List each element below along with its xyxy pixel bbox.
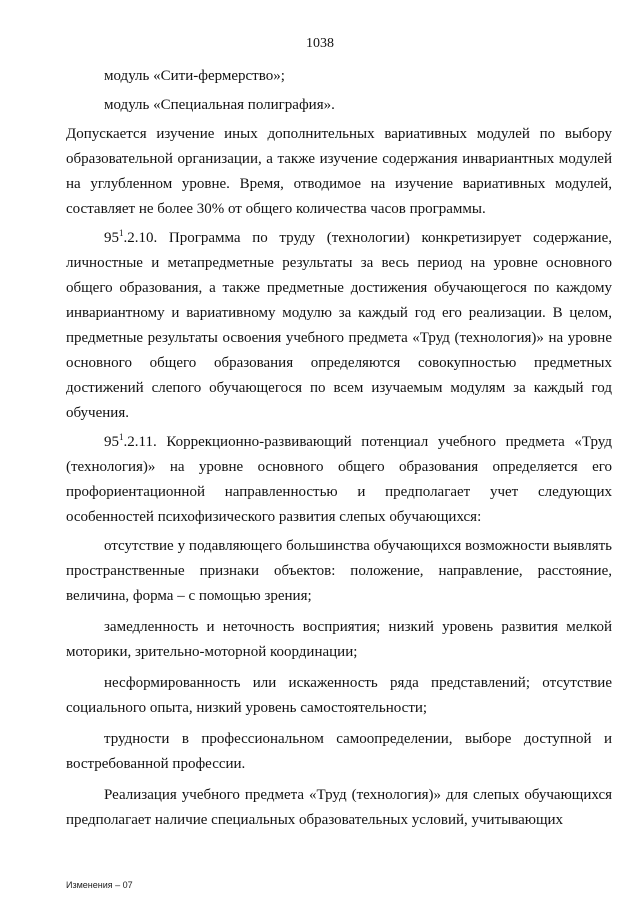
section-number: 95 [104,434,119,450]
feature-item: трудности в профессиональном самоопределении, выборе доступной и востребованной профессии. [66,731,612,772]
section-text: .2.10. Программа по труду (технологии) конкретизирует содержание, личностные и метапредметные результаты за весь период на уровне основного общего образования, а также предметные достижения обучающегося по каждому инвариантному и вариативному модулю за каждый год его реализации. В целом, предметные результаты освоения учебного предмета «Труд (технология)» на уровне основного общего образования определяются совокупностью предметных достижений слепого обучающегося по всем изучаемым модулям за каждый год обучения. [66,230,612,421]
section-95-1-2-10 [66,226,612,426]
feature-item: отсутствие у подавляющего большинства обучающихся возможности выявлять пространственные признаки объектов: положение, направление, расстояние, величина, форма – с помощью зрения; [66,538,612,604]
module-item-special-printing: модуль «Специальная полиграфия». [104,97,335,113]
paragraph-variative-modules: Допускается изучение иных дополнительных вариативных модулей по выбору образовательной организации, а также изучение содержания инвариантных модулей на углубленном уровне. Время, отводимое на изучение вариативных модулей, составляет не более 30% от общего количества часов программы. [66,126,612,217]
section-text: .2.11. Коррекционно-развивающий потенциал учебного предмета «Труд (технология)» на уровне основного общего образования определяется его профориентационной направленностью и предполагает учет следующих особенностей психофизического развития слепых обучающихся: [66,434,612,525]
paragraph-final: Реализация учебного предмета «Труд (технология)» для слепых обучающихся предполагает наличие специальных образовательных условий, учитывающих [66,787,612,828]
section-95-1-2-11 [66,430,612,530]
section-number: 95 [104,230,119,246]
document-body [66,64,612,837]
feature-item: замедленность и неточность восприятия; низкий уровень развития мелкой моторики, зрительно-моторной координации; [66,619,612,660]
page-number: 1038 [306,36,334,51]
footer-revision-note: Изменения – 07 [66,880,133,890]
section-superscript: 1 [119,228,124,238]
section-superscript: 1 [119,432,124,442]
feature-item: несформированность или искаженность ряда представлений; отсутствие социального опыта, низкий уровень самостоятельности; [66,675,612,716]
module-item-city-farming: модуль «Сити-фермерство»; [104,68,285,84]
